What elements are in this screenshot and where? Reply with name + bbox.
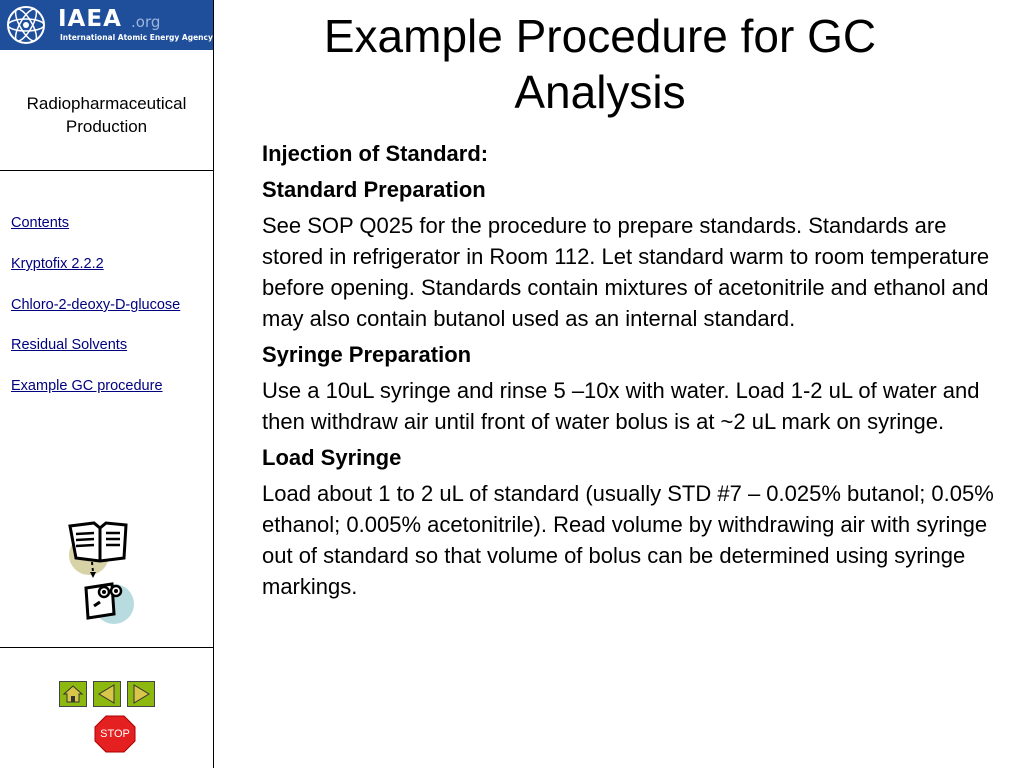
sidebar-nav [11, 213, 206, 417]
slide-body [262, 138, 1002, 607]
logo-subtitle: International Atomic Energy Agency [60, 33, 213, 42]
logo-name: IAEA [58, 6, 122, 32]
nav-link-residual-solvents[interactable]: Residual Solvents [11, 337, 128, 353]
syringe-preparation-heading: Syringe Preparation [262, 342, 472, 367]
reading-person-icon [66, 518, 138, 634]
slide-title: Example Procedure for GC Analysis [323, 10, 877, 118]
iaea-logo[interactable] [0, 0, 213, 50]
nav-link-kryptofix[interactable]: Kryptofix 2.2.2 [11, 256, 104, 272]
standard-preparation-heading: Standard Preparation [262, 177, 486, 202]
sidebar [0, 0, 214, 768]
load-syringe-text: Load about 1 to 2 uL of standard (usually STD #7 – 0.025% butanol; 0.05% ethanol; 0.005% acetonitrile). Read volume by withdrawing air with syringe out of standard so that volume of bolus can be determined using syringe markings. [262, 481, 994, 599]
atom-globe-icon [4, 4, 48, 46]
syringe-preparation-text: Use a 10uL syringe and rinse 5 –10x with water. Load 1-2 uL of water and then withdraw air until front of water bolus is at ~2 uL mark on syringe. [262, 378, 980, 434]
nav-link-contents[interactable]: Contents [11, 215, 70, 231]
nav-link-chloro-deoxy-glucose[interactable]: Chloro-2-deoxy-D-glucose [11, 297, 181, 313]
next-button[interactable] [127, 681, 155, 707]
stop-button[interactable] [94, 715, 136, 753]
standard-preparation-text: See SOP Q025 for the procedure to prepare standards. Standards are stored in refrigerator in Room 112. Let standard warm to room temperature before opening. Standards contain mixtures of acetonitrile and ethanol and may also contain butanol used as an internal standard. [262, 213, 990, 331]
home-button[interactable] [59, 681, 87, 707]
load-syringe-heading: Load Syringe [262, 445, 402, 470]
previous-button[interactable] [93, 681, 121, 707]
course-title: Radiopharmaceutical Production [26, 94, 187, 136]
injection-heading: Injection of Standard: [262, 141, 489, 166]
stop-label: STOP [100, 728, 130, 740]
sidebar-divider [0, 647, 213, 648]
sidebar-divider [0, 170, 213, 171]
logo-domain: .org [131, 13, 161, 31]
nav-link-example-gc-procedure[interactable]: Example GC procedure [11, 378, 163, 394]
